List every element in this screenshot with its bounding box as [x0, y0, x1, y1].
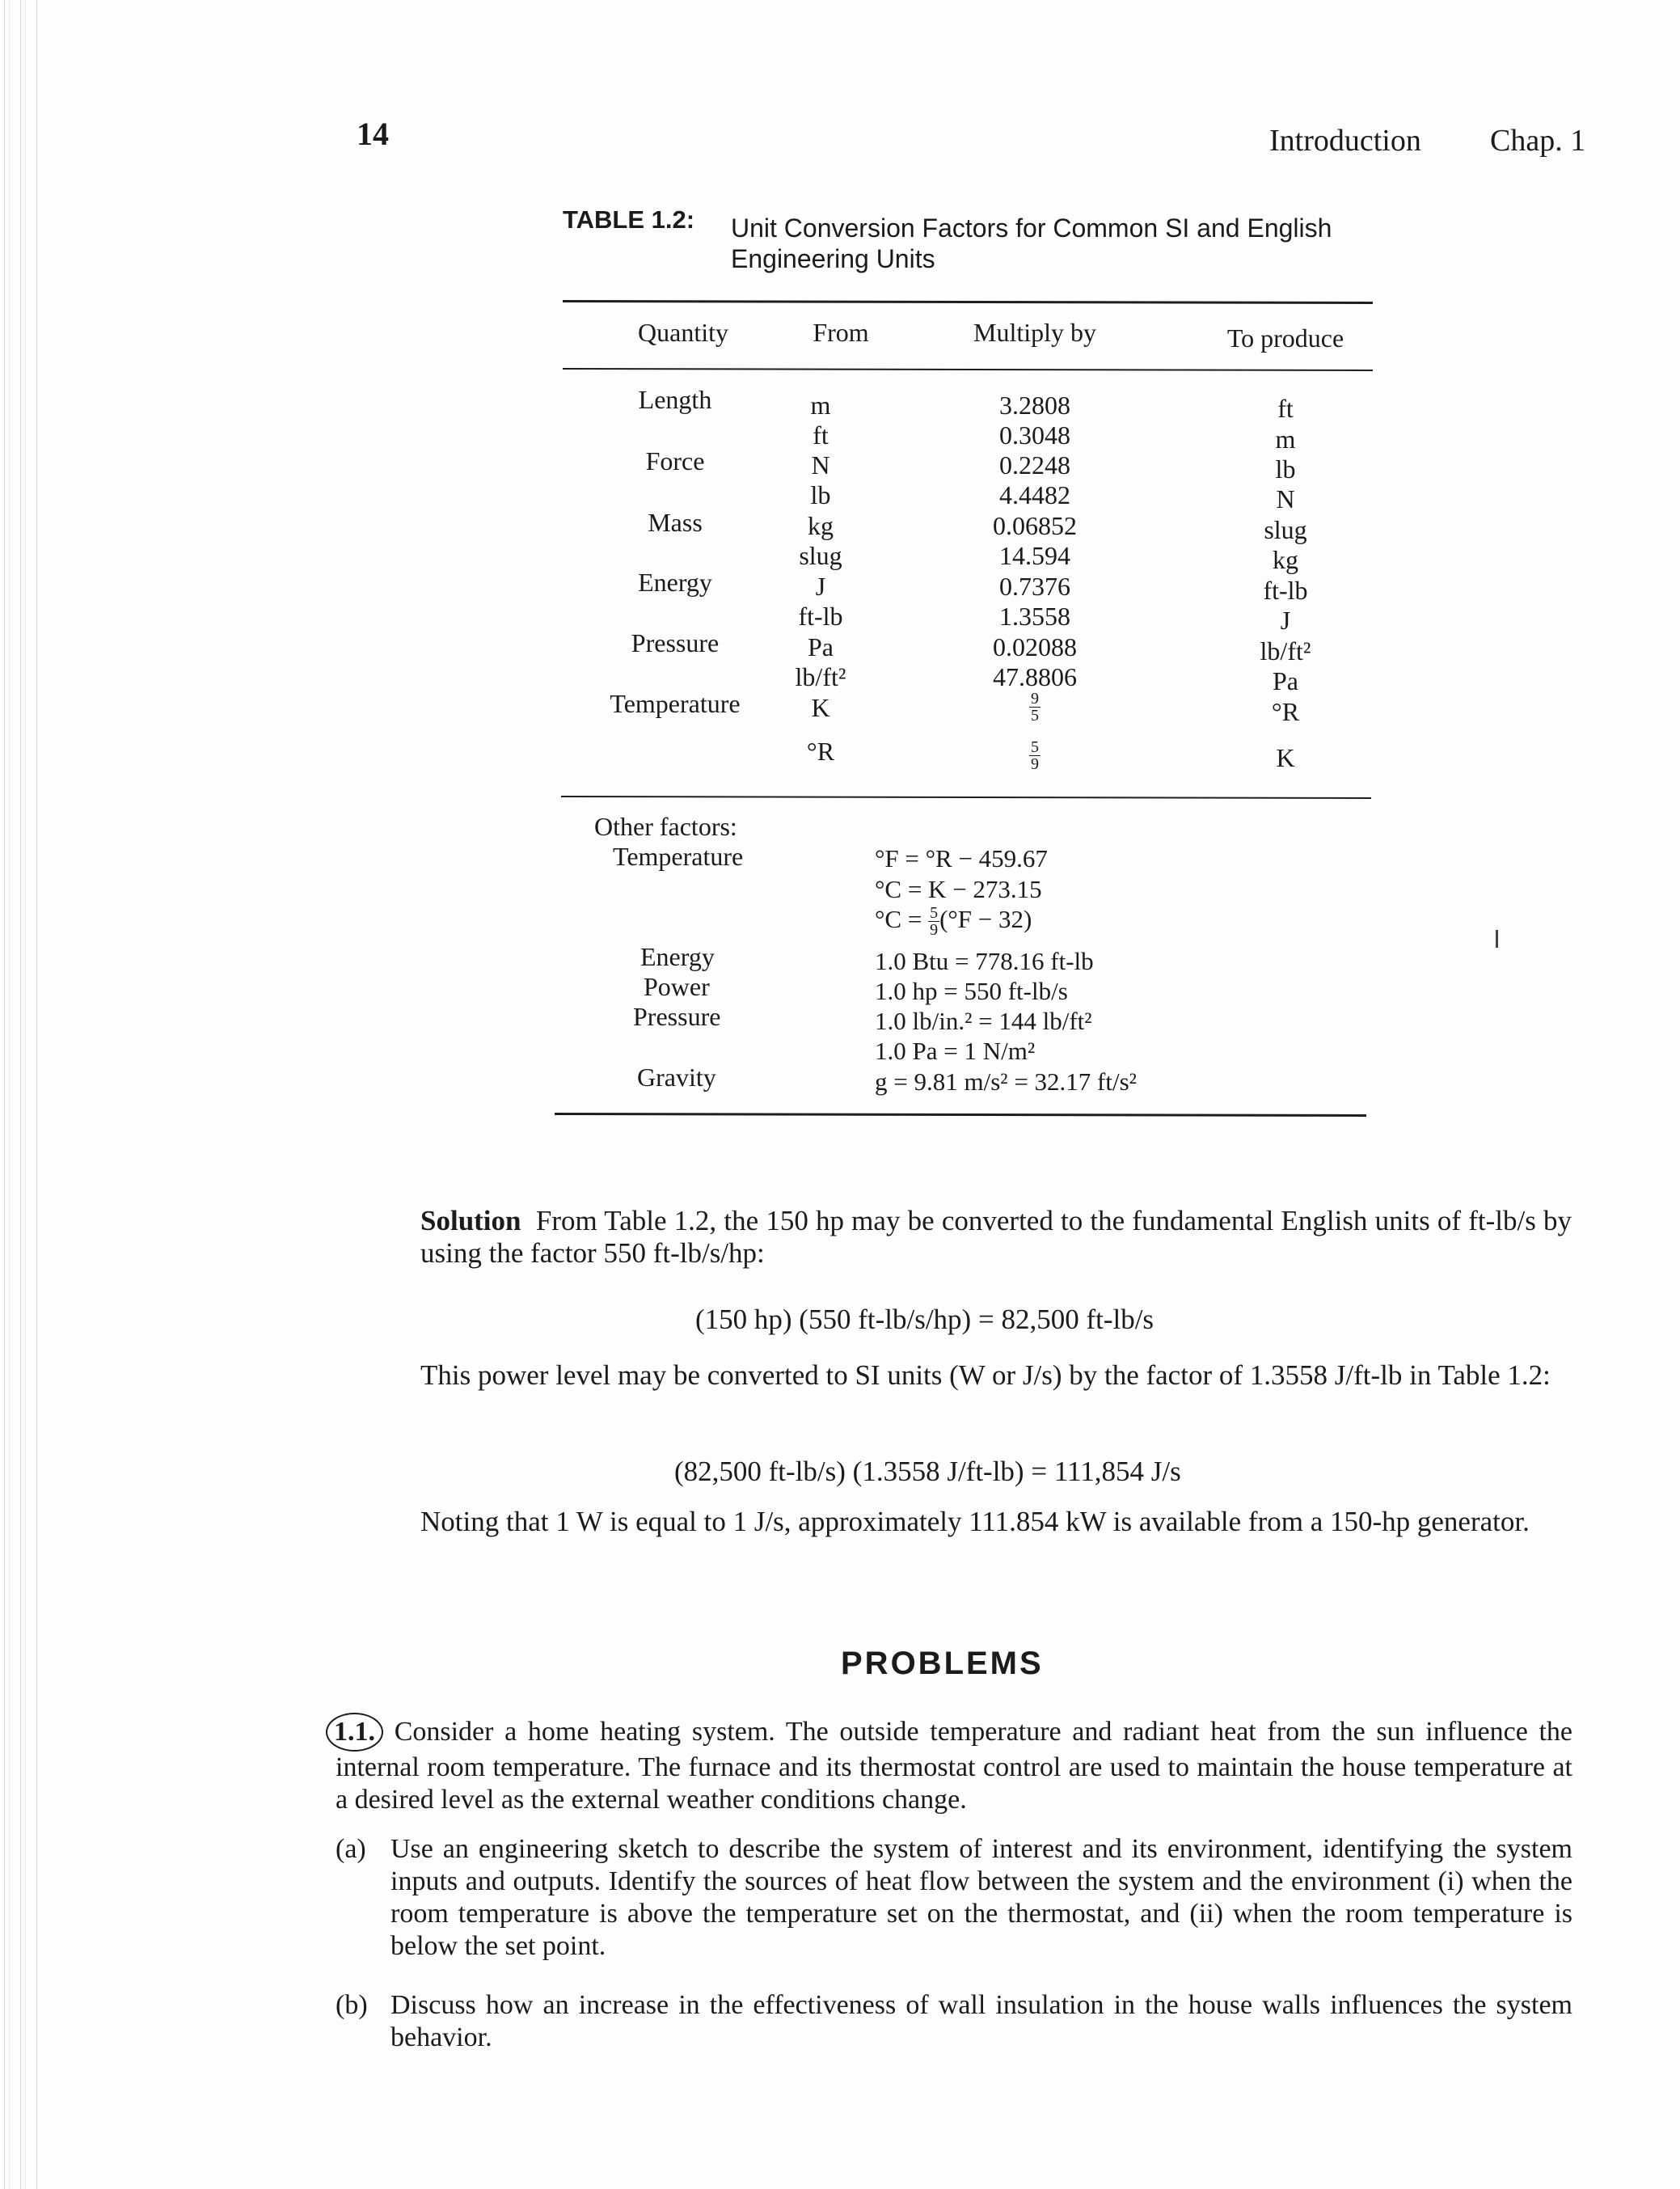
other-energy-label: Energy [640, 942, 715, 971]
header-produce: To produce [1226, 323, 1344, 353]
problem-number: 1.1. [326, 1713, 383, 1752]
cell-produce: ft-lb [1263, 576, 1308, 605]
cell-multiply-fraction [934, 737, 1136, 774]
cell-from: ft [813, 420, 829, 450]
table-header-rule [563, 368, 1373, 371]
cell-from: ft-lb [798, 602, 843, 631]
cell-produce: J [1280, 606, 1291, 635]
cell-from: Pa [808, 632, 834, 661]
part-b-label: (b) [336, 1990, 368, 2020]
cell-produce: slug [1264, 515, 1307, 544]
fraction: $\frac{9}{5}$ [1031, 690, 1039, 725]
energy-eq: 1.0 Btu = 778.16 ft-lb [875, 947, 1094, 975]
solution-paragraph-3: Noting that 1 W is equal to 1 J/s, approximately 111.854 kW is available from a 150-hp generator. [420, 1506, 1530, 1537]
running-head: Introduction [1269, 124, 1421, 158]
cell-quantity: Temperature [610, 689, 741, 718]
cell-from: N [811, 450, 830, 480]
cell-produce: K [1276, 743, 1295, 772]
cell-from: lb [810, 480, 831, 509]
cell-from: m [810, 391, 831, 420]
solution-paragraph-2: This power level may be converted to SI units (W or J/s) by the factor of 1.3558 J/ft-lb in Table 1.2: [420, 1359, 1551, 1391]
cell-from: K [811, 693, 830, 722]
cell-from: J [815, 572, 826, 601]
solution-equation-2: (82,500 ft-lb/s) (1.3558 J/ft-lb) = 111,854 J/s [674, 1456, 1181, 1487]
pressure-eq-2: 1.0 Pa = 1 N/m² [875, 1037, 1036, 1065]
cell-quantity: Pressure [631, 628, 720, 657]
cell-quantity: Length [638, 385, 712, 414]
problem-1-1: 1.1. Consider a home heating system. The outside temperature and radiant heat from the sun influence the internal room temperature. The furnace and its thermostat control are used to maintain the house temperature at a desired level as the external weather conditions change. [336, 1713, 1572, 1816]
table-caption: Unit Conversion Factors for Common SI and English Engineering Units [731, 213, 1332, 273]
cell-produce: ft [1277, 394, 1294, 423]
scan-edge-artifact [0, 0, 37, 2189]
page-number: 14 [357, 116, 389, 152]
cell-multiply: 4.4482 [999, 480, 1070, 509]
cell-multiply-fraction [934, 689, 1136, 725]
scan-speck [1496, 930, 1498, 948]
table-bottom-rule [555, 1113, 1366, 1117]
cell-from: lb/ft² [795, 662, 846, 691]
cell-quantity: Mass [648, 508, 703, 537]
cell-produce: kg [1273, 545, 1298, 574]
cell-multiply: 3.2808 [999, 391, 1070, 420]
cell-multiply: 0.02088 [993, 632, 1077, 661]
cell-quantity: Energy [638, 568, 712, 597]
cell-from: kg [808, 511, 834, 540]
other-power-label: Power [644, 972, 710, 1001]
header-quantity: Quantity [638, 318, 728, 347]
cell-from: °R [806, 737, 835, 766]
table-body-rule [561, 796, 1371, 799]
header-from: From [813, 318, 869, 347]
other-pressure-label: Pressure [633, 1002, 721, 1031]
cell-produce: °R [1271, 697, 1300, 726]
temp-eq-2: °C = K − 273.15 [875, 875, 1042, 903]
cell-multiply: 1.3558 [999, 602, 1070, 631]
gravity-eq: g = 9.81 m/s² = 32.17 ft/s² [875, 1067, 1137, 1096]
temp-eq-3: °C = $\frac{5}{9}$ (°F − 32) [875, 904, 1032, 940]
fraction: $\frac{5}{9}$ [930, 904, 939, 940]
cell-produce: lb [1275, 454, 1296, 484]
other-factors-title: Other factors: [594, 812, 737, 841]
power-eq: 1.0 hp = 550 ft-lb/s [875, 977, 1068, 1005]
cell-produce: Pa [1273, 666, 1298, 695]
cell-quantity: Force [645, 446, 705, 475]
pressure-eq-1: 1.0 lb/in.² = 144 lb/ft² [875, 1007, 1092, 1035]
other-temperature-label: Temperature [613, 842, 744, 871]
cell-multiply: 47.8806 [993, 662, 1077, 691]
problem-part-a: (a) Use an engineering sketch to describe the system of interest and its environment, identifying the system inputs and outputs. Identify the sources of heat flow between the system and the environment (i) when the room temperature is above the temperature set on the thermostat, and (ii) when the room temperature is below the set point. [336, 1834, 1572, 1961]
cell-produce: m [1275, 425, 1296, 454]
cell-from: slug [799, 541, 842, 570]
temp-eq-1: °F = °R − 459.67 [875, 844, 1048, 873]
cell-multiply: 0.06852 [993, 511, 1077, 540]
header-multiply: Multiply by [973, 318, 1096, 347]
cell-multiply: 0.7376 [999, 572, 1070, 601]
problems-heading: PROBLEMS [841, 1646, 1044, 1681]
fraction: $\frac{5}{9}$ [1031, 738, 1039, 774]
other-gravity-label: Gravity [637, 1063, 716, 1092]
cell-produce: N [1276, 484, 1295, 513]
table-label: TABLE 1.2: [563, 205, 695, 234]
problem-part-b: (b) Discuss how an increase in the effectiveness of wall insulation in the house walls influences the system behavior. [336, 1990, 1572, 2052]
cell-produce: lb/ft² [1260, 636, 1311, 666]
solution-label: Solution [420, 1205, 521, 1236]
chapter-label: Chap. 1 [1490, 124, 1586, 158]
table-top-rule [563, 300, 1373, 304]
part-a-label: (a) [336, 1834, 366, 1864]
cell-multiply: 0.2248 [999, 450, 1070, 480]
cell-multiply: 0.3048 [999, 420, 1070, 450]
cell-multiply: 14.594 [999, 541, 1070, 570]
solution-equation-1: (150 hp) (550 ft-lb/s/hp) = 82,500 ft-lb/s [695, 1304, 1154, 1335]
solution-paragraph-1: Solution From Table 1.2, the 150 hp may be converted to the fundamental English units of ft-lb/s by using the factor 550 ft-lb/s/hp: [420, 1205, 1572, 1269]
